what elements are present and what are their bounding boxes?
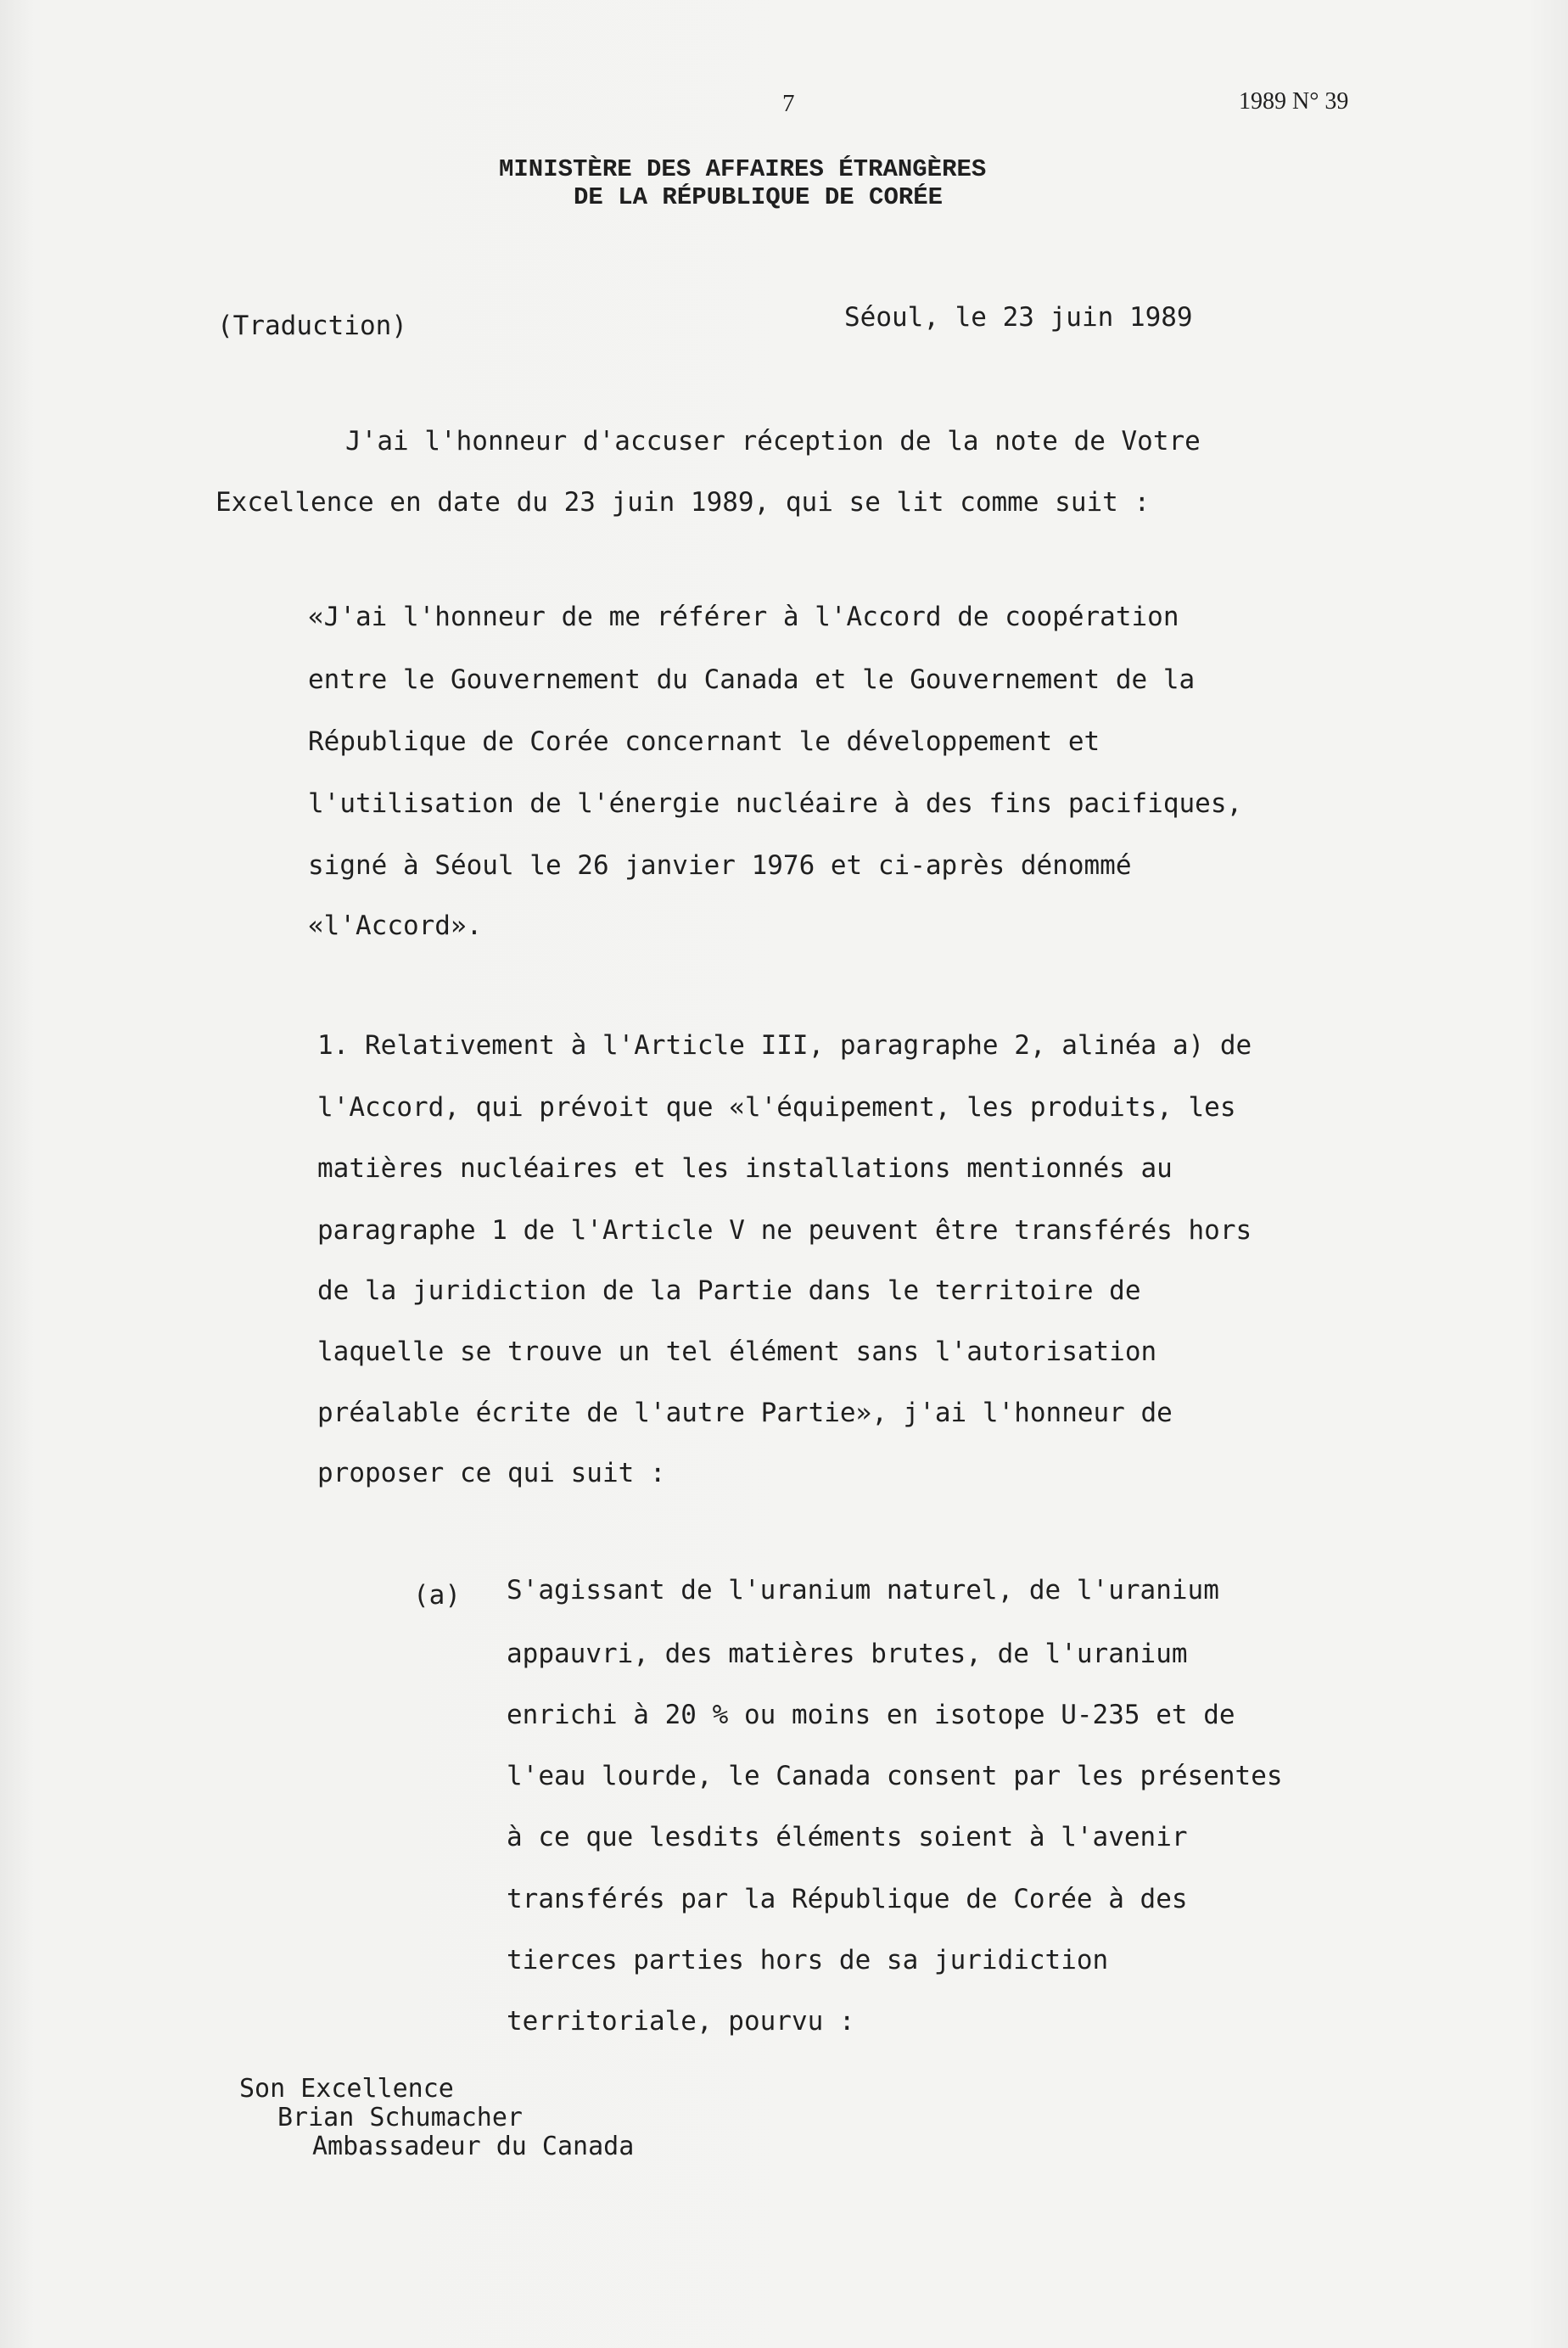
ministry-header-line-2: DE LA RÉPUBLIQUE DE CORÉE — [574, 183, 944, 211]
addressee-title: Ambassadeur du Canada — [312, 2132, 635, 2161]
body-line: 1. Relativement à l'Article III, paragraphe 2, alinéa a) de — [317, 1030, 1252, 1061]
body-line: entre le Gouvernement du Canada et le Gouvernement de la — [308, 664, 1196, 695]
body-line: proposer ce qui suit : — [317, 1458, 666, 1488]
body-line: signé à Séoul le 26 janvier 1976 et ci-après dénommé — [308, 850, 1132, 881]
body-line: Excellence en date du 23 juin 1989, qui se lit comme suit : — [216, 487, 1151, 518]
body-line: République de Corée concernant le développement et — [308, 726, 1100, 757]
body-line: J'ai l'honneur d'accuser réception de la note de Votre — [345, 426, 1201, 457]
gazette-reference: 1989 N° 39 — [1239, 88, 1349, 115]
body-line: paragraphe 1 de l'Article V ne peuvent être transférés hors — [317, 1215, 1252, 1246]
item-a-line: à ce que lesdits éléments soient à l'avenir — [507, 1822, 1188, 1852]
translation-label: (Traduction) — [217, 311, 407, 341]
addressee-block — [239, 2075, 634, 2161]
place-date: Séoul, le 23 juin 1989 — [844, 302, 1193, 333]
addressee-salutation: Son Excellence — [239, 2074, 454, 2104]
body-line: l'utilisation de l'énergie nucléaire à des fins pacifiques, — [308, 788, 1243, 819]
item-a-line: enrichi à 20 % ou moins en isotope U-235 et de — [507, 1700, 1235, 1730]
body-line: laquelle se trouve un tel élément sans l'autorisation — [317, 1337, 1157, 1367]
ministry-header-line-1: MINISTÈRE DES AFFAIRES ÉTRANGÈRES — [499, 155, 987, 183]
item-a-line: l'eau lourde, le Canada consent par les présentes — [507, 1761, 1283, 1791]
body-line: «l'Accord». — [308, 911, 483, 941]
item-a-line: S'agissant de l'uranium naturel, de l'uranium — [507, 1575, 1219, 1605]
item-a-line: tierces parties hors de sa juridiction — [507, 1945, 1109, 1975]
addressee-name: Brian Schumacher — [277, 2103, 523, 2132]
body-line: matières nucléaires et les installations mentionnés au — [317, 1153, 1173, 1184]
item-a-line: transférés par la République de Corée à des — [507, 1884, 1188, 1914]
body-line: l'Accord, qui prévoit que «l'équipement, les produits, les — [317, 1092, 1236, 1123]
page-number: 7 — [782, 90, 795, 117]
item-a-label: (a) — [413, 1580, 461, 1611]
body-line: «J'ai l'honneur de me référer à l'Accord de coopération — [308, 602, 1179, 632]
item-a-line: appauvri, des matières brutes, de l'uranium — [507, 1639, 1188, 1669]
body-line: de la juridiction de la Partie dans le territoire de — [317, 1275, 1141, 1306]
body-line: préalable écrite de l'autre Partie», j'ai l'honneur de — [317, 1398, 1173, 1428]
item-a-line: territoriale, pourvu : — [507, 2006, 855, 2037]
